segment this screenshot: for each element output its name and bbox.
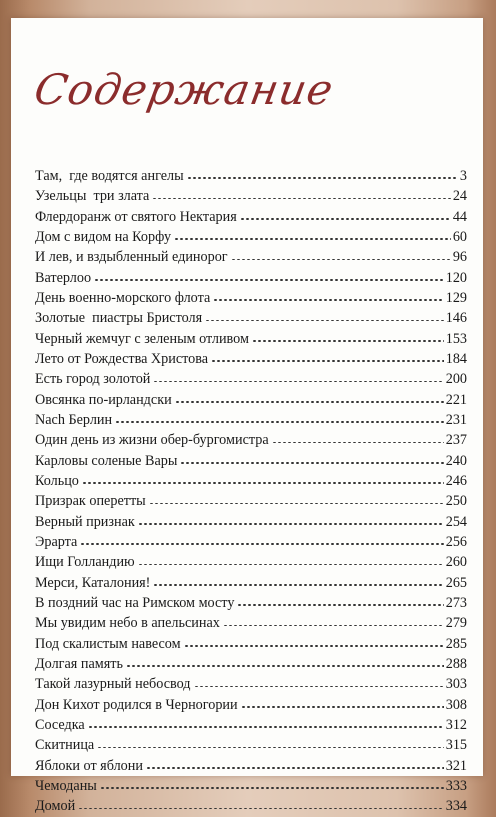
toc-entry bbox=[35, 268, 467, 288]
toc-entry-page-number: 333 bbox=[445, 777, 467, 794]
toc-entry-title: Один день из жизни обер-бургомистра bbox=[35, 432, 269, 449]
toc-entry bbox=[35, 369, 467, 389]
toc-entry bbox=[35, 207, 467, 227]
toc-entry bbox=[35, 756, 467, 776]
toc-entry-title: В поздний час на Римском мосту bbox=[35, 594, 235, 611]
dot-leader bbox=[146, 767, 444, 769]
dot-leader bbox=[184, 645, 444, 647]
dot-leader bbox=[187, 177, 458, 179]
toc-entry bbox=[35, 451, 467, 471]
toc-entry bbox=[35, 674, 467, 694]
toc-entry-page-number: 129 bbox=[445, 289, 467, 306]
toc-entry-page-number: 146 bbox=[445, 310, 467, 327]
page-title: Содержание bbox=[30, 65, 338, 114]
toc-entry-title: Дон Кихот родился в Черногории bbox=[35, 696, 238, 713]
dot-leader bbox=[241, 706, 444, 708]
dot-leader bbox=[94, 279, 444, 281]
dot-leader bbox=[223, 625, 444, 627]
toc-entry-page-number: 96 bbox=[452, 249, 467, 266]
toc-entry-title: Золотые пиастры Бристоля bbox=[35, 310, 203, 327]
toc-entry-title: Соседка bbox=[35, 716, 85, 733]
toc-entry-page-number: 184 bbox=[445, 350, 467, 367]
toc-entry-title: Там, где водятся ангелы bbox=[35, 168, 184, 184]
dot-leader bbox=[194, 686, 444, 688]
toc-entry-title: Nach Берлин bbox=[35, 411, 113, 428]
toc-entry-page-number: 285 bbox=[445, 635, 467, 652]
toc-entry-title: Чемоданы bbox=[35, 777, 97, 794]
dot-leader bbox=[180, 462, 443, 464]
toc-entry-title: Лето от Рождества Христова bbox=[35, 350, 209, 367]
dot-leader bbox=[80, 543, 443, 545]
toc-entry-page-number: 260 bbox=[445, 554, 467, 571]
toc-entry-title: Ватерлоо bbox=[35, 269, 92, 286]
toc-entry bbox=[35, 410, 467, 430]
dot-leader bbox=[78, 808, 444, 810]
toc-entry-title: Верный признак bbox=[35, 513, 135, 530]
toc-entry-page-number: 231 bbox=[445, 411, 467, 428]
toc-entry-page-number: 312 bbox=[445, 716, 467, 733]
dot-leader bbox=[82, 482, 444, 484]
dot-leader bbox=[231, 259, 451, 261]
toc-entry bbox=[35, 695, 467, 715]
dot-leader bbox=[174, 238, 451, 240]
toc-entry-title: Домой bbox=[35, 798, 76, 815]
toc-entry-title: Скитница bbox=[35, 737, 95, 754]
toc-entry bbox=[35, 186, 467, 206]
toc-entry-page-number: 221 bbox=[445, 391, 467, 408]
toc-entry-title: Черный жемчуг с зеленым отливом bbox=[35, 330, 249, 347]
toc-entry bbox=[35, 613, 467, 633]
toc-entry bbox=[35, 532, 467, 552]
dot-leader bbox=[138, 523, 444, 525]
toc-entry-page-number: 44 bbox=[452, 208, 467, 225]
toc-entry-title: И лев, и вздыбленный единорог bbox=[35, 249, 228, 266]
toc-entry-title: Ищи Голландию bbox=[35, 554, 135, 571]
toc-entry-page-number: 3 bbox=[459, 168, 467, 184]
dot-leader bbox=[149, 503, 444, 505]
toc-entry-page-number: 256 bbox=[445, 533, 467, 550]
toc-entry-page-number: 321 bbox=[445, 757, 467, 774]
dot-leader bbox=[126, 665, 444, 667]
toc-entry-page-number: 200 bbox=[445, 371, 467, 388]
toc-entry-title: Яблоки от яблони bbox=[35, 757, 143, 774]
toc-entry bbox=[35, 512, 467, 532]
toc-entry-title: Мерси, Каталония! bbox=[35, 574, 151, 591]
toc-entry-title: Мы увидим небо в апельсинах bbox=[35, 615, 220, 632]
toc-entry-title: День военно-морского флота bbox=[35, 289, 211, 306]
toc-entry bbox=[35, 776, 467, 796]
toc-entry bbox=[35, 166, 467, 186]
toc-entry bbox=[35, 471, 467, 491]
dot-leader bbox=[97, 747, 443, 749]
toc-entry bbox=[35, 308, 467, 328]
toc-entry-page-number: 153 bbox=[445, 330, 467, 347]
toc-entry bbox=[35, 593, 467, 613]
toc-entry bbox=[35, 349, 467, 369]
toc-entry bbox=[35, 390, 467, 410]
toc-entry-title: Флердоранж от святого Нектария bbox=[35, 208, 237, 225]
dot-leader bbox=[115, 421, 444, 423]
toc-entry-title: Узельцы три злата bbox=[35, 188, 150, 205]
toc-entry-page-number: 240 bbox=[445, 452, 467, 469]
toc-entry-page-number: 24 bbox=[452, 188, 467, 205]
toc-entry-page-number: 273 bbox=[445, 594, 467, 611]
toc-entry-title: Кольцо bbox=[35, 472, 79, 489]
dot-leader bbox=[152, 198, 450, 200]
dot-leader bbox=[252, 340, 444, 342]
toc-entry bbox=[35, 715, 467, 735]
toc-entry-page-number: 265 bbox=[445, 574, 467, 591]
toc-entry-title: Призрак оперетты bbox=[35, 493, 146, 510]
dot-leader bbox=[153, 584, 443, 586]
toc-entry bbox=[35, 329, 467, 349]
toc-entry bbox=[35, 288, 467, 308]
toc-entry-page-number: 250 bbox=[445, 493, 467, 510]
toc-entry-title: Дом с видом на Корфу bbox=[35, 228, 172, 245]
toc-entry bbox=[35, 491, 467, 511]
toc-entry-title: Эрарта bbox=[35, 533, 78, 550]
dot-leader bbox=[211, 360, 444, 362]
dot-leader bbox=[88, 726, 444, 728]
dot-leader bbox=[240, 218, 451, 220]
table-of-contents bbox=[35, 166, 467, 817]
toc-entry-title: Овсянка по-ирландски bbox=[35, 391, 172, 408]
toc-entry-page-number: 315 bbox=[445, 737, 467, 754]
toc-entry-page-number: 279 bbox=[445, 615, 467, 632]
dot-leader bbox=[100, 787, 444, 789]
toc-entry-page-number: 303 bbox=[445, 676, 467, 693]
toc-entry-page-number: 308 bbox=[445, 696, 467, 713]
dot-leader bbox=[138, 564, 444, 566]
toc-entry-page-number: 254 bbox=[445, 513, 467, 530]
toc-entry-title: Такой лазурный небосвод bbox=[35, 676, 191, 693]
toc-entry-title: Есть город золотой bbox=[35, 371, 151, 388]
dot-leader bbox=[205, 320, 444, 322]
toc-entry bbox=[35, 247, 467, 267]
dot-leader bbox=[153, 381, 443, 383]
book-page bbox=[11, 18, 483, 815]
dot-leader bbox=[213, 299, 443, 301]
toc-entry-page-number: 120 bbox=[445, 269, 467, 286]
dot-leader bbox=[272, 442, 444, 444]
toc-entry-page-number: 288 bbox=[445, 655, 467, 672]
toc-entry-page-number: 246 bbox=[445, 472, 467, 489]
dot-leader bbox=[237, 604, 443, 606]
toc-entry-page-number: 60 bbox=[452, 228, 467, 245]
toc-entry bbox=[35, 796, 467, 816]
dot-leader bbox=[175, 401, 444, 403]
toc-entry bbox=[35, 430, 467, 450]
toc-entry-title: Карловы соленые Вары bbox=[35, 452, 178, 469]
toc-entry-title: Под скалистым навесом bbox=[35, 635, 181, 652]
toc-entry-title: Долгая память bbox=[35, 655, 123, 672]
toc-entry bbox=[35, 552, 467, 572]
toc-entry-page-number: 334 bbox=[445, 798, 467, 815]
toc-entry-page-number: 237 bbox=[445, 432, 467, 449]
toc-entry bbox=[35, 654, 467, 674]
toc-entry bbox=[35, 227, 467, 247]
toc-entry bbox=[35, 634, 467, 654]
toc-entry bbox=[35, 573, 467, 593]
toc-entry bbox=[35, 735, 467, 755]
